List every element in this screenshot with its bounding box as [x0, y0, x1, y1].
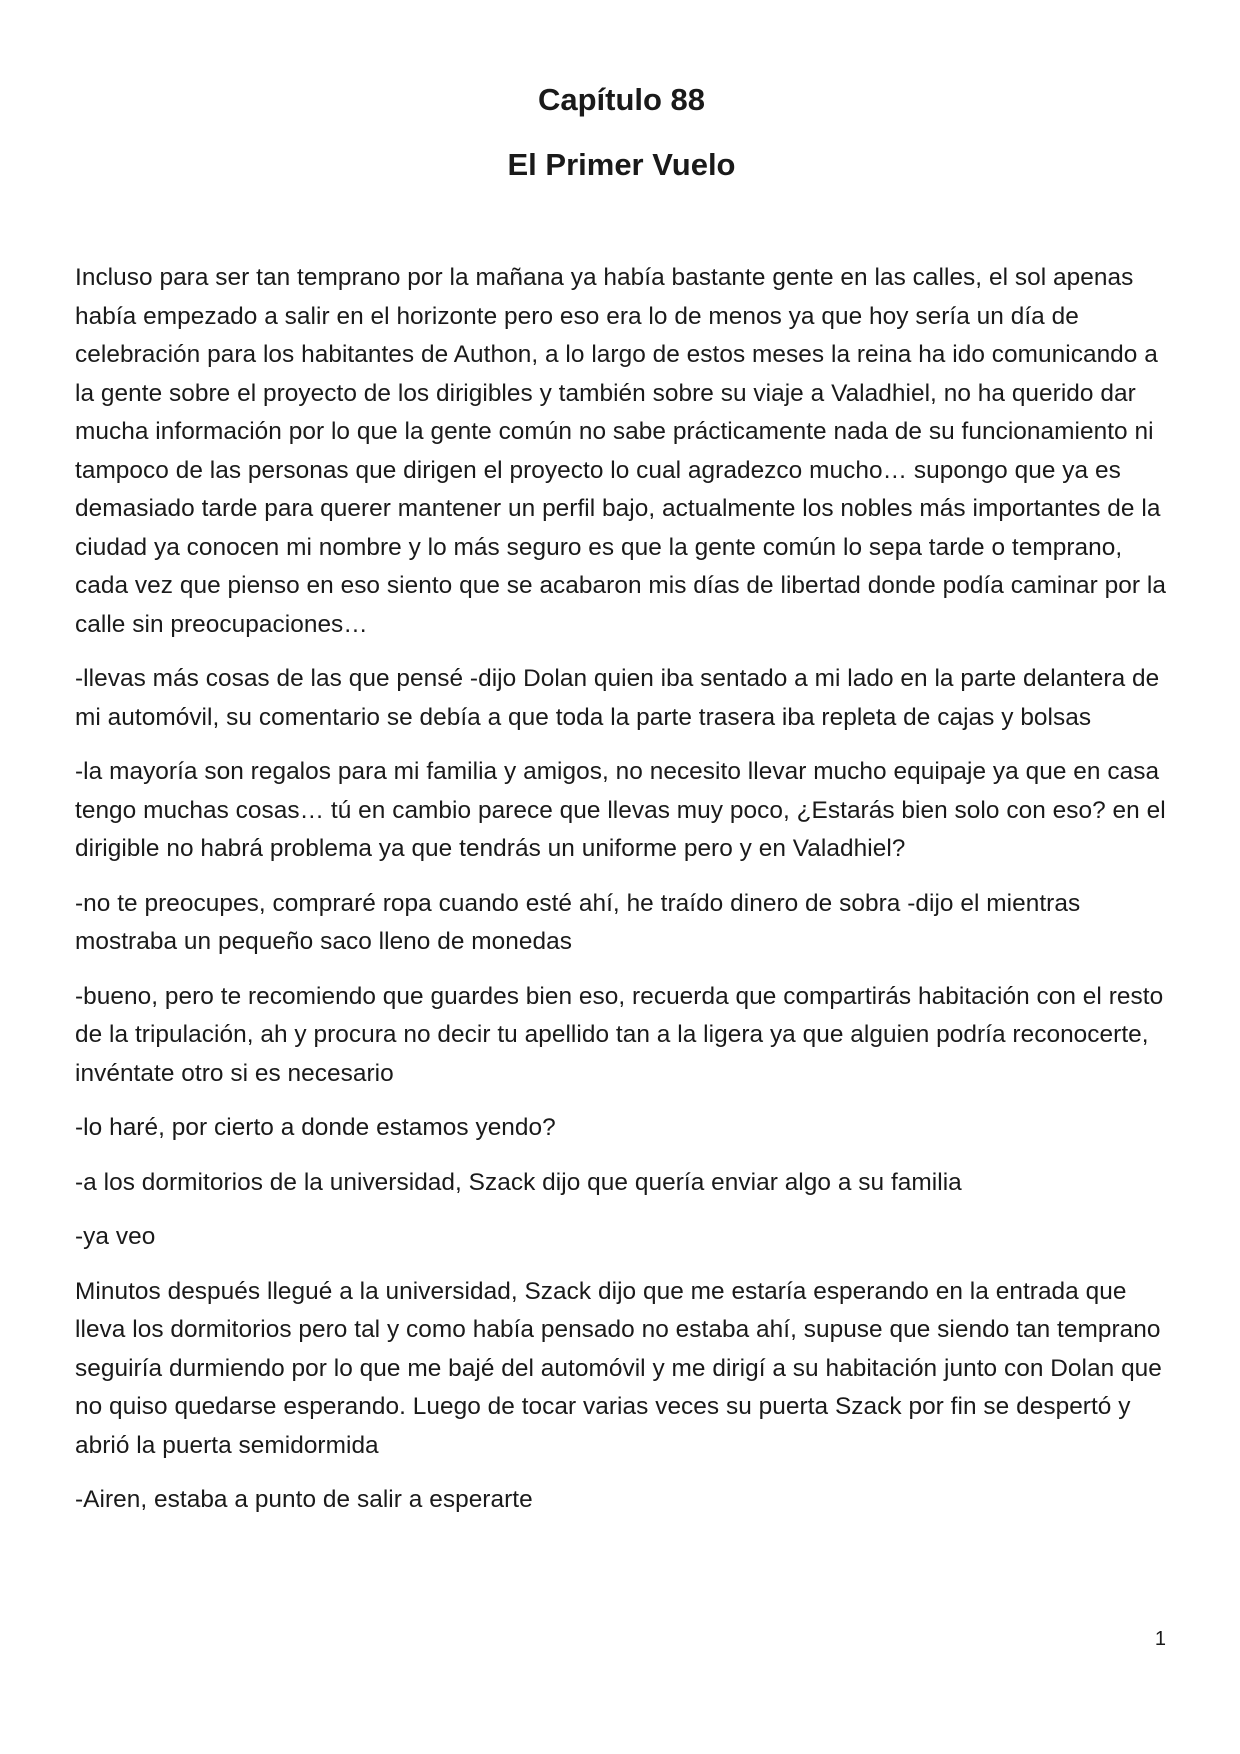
paragraph: -a los dormitorios de la universidad, Szack dijo que quería enviar algo a su familia	[75, 1168, 962, 1196]
chapter-body	[75, 259, 1168, 1520]
paragraph: Incluso para ser tan temprano por la mañana ya había bastante gente en las calles, el sol apenas había empezado a salir en el horizonte pero eso era lo de menos ya que hoy sería un día de celebración para los habitantes de Authon, a lo largo de estos meses la reina ha ido comunicando a la gente sobre el proyecto de los dirigibles y también sobre su viaje a Valadhiel, no ha querido dar mucha información por lo que la gente común no sabe prácticamente nada de su funcionamiento ni tampoco de las personas que dirigen el proyecto lo cual agradezco mucho… supongo que ya es demasiado tarde para querer mantener un perfil bajo, actualmente los nobles más importantes de la ciudad ya conocen mi nombre y lo más seguro es que la gente común lo sepa tarde o temprano, cada vez que pienso en eso siento que se acabaron mis días de libertad donde podía caminar por la calle sin preocupaciones…	[75, 264, 1166, 638]
paragraph: -la mayoría son regalos para mi familia y amigos, no necesito llevar mucho equipaje ya que en casa tengo muchas cosas… tú en cambio parece que llevas muy poco, ¿Estarás bien solo con eso? en el dirigible no habrá problema ya que tendrás un uniforme pero y en Valadhiel?	[75, 758, 1166, 862]
paragraph: -bueno, pero te recomiendo que guardes bien eso, recuerda que compartirás habitación con el resto de la tripulación, ah y procura no decir tu apellido tan a la ligera ya que alguien podría reconocerte, invéntate otro si es necesario	[75, 982, 1164, 1087]
chapter-name-title: El Primer Vuelo	[507, 147, 736, 182]
page-number: 1	[1154, 1628, 1166, 1650]
paragraph: -lo haré, por cierto a donde estamos yendo?	[75, 1114, 556, 1141]
paragraph: -llevas más cosas de las que pensé -dijo Dolan quien iba sentado a mi lado en la parte delantera de mi automóvil, su comentario se debía a que toda la parte trasera iba repleta de cajas y bolsas	[75, 665, 1160, 731]
paragraph: -Airen, estaba a punto de salir a esperarte	[75, 1486, 533, 1513]
chapter-number-title: Capítulo 88	[537, 82, 706, 117]
paragraph: -ya veo	[75, 1223, 156, 1250]
paragraph: Minutos después llegué a la universidad, Szack dijo que me estaría esperando en la entrada que lleva los dormitorios pero tal y como había pensado no estaba ahí, supuse que siendo tan temprano seguiría durmiendo por lo que me bajé del automóvil y me dirigí a su habitación junto con Dolan que no quiso quedarse esperando. Luego de tocar varias veces su puerta Szack por fin se despertó y abrió la puerta semidormida	[75, 1277, 1162, 1459]
paragraph: -no te preocupes, compraré ropa cuando esté ahí, he traído dinero de sobra -dijo el mientras mostraba un pequeño saco lleno de monedas	[75, 889, 1081, 955]
